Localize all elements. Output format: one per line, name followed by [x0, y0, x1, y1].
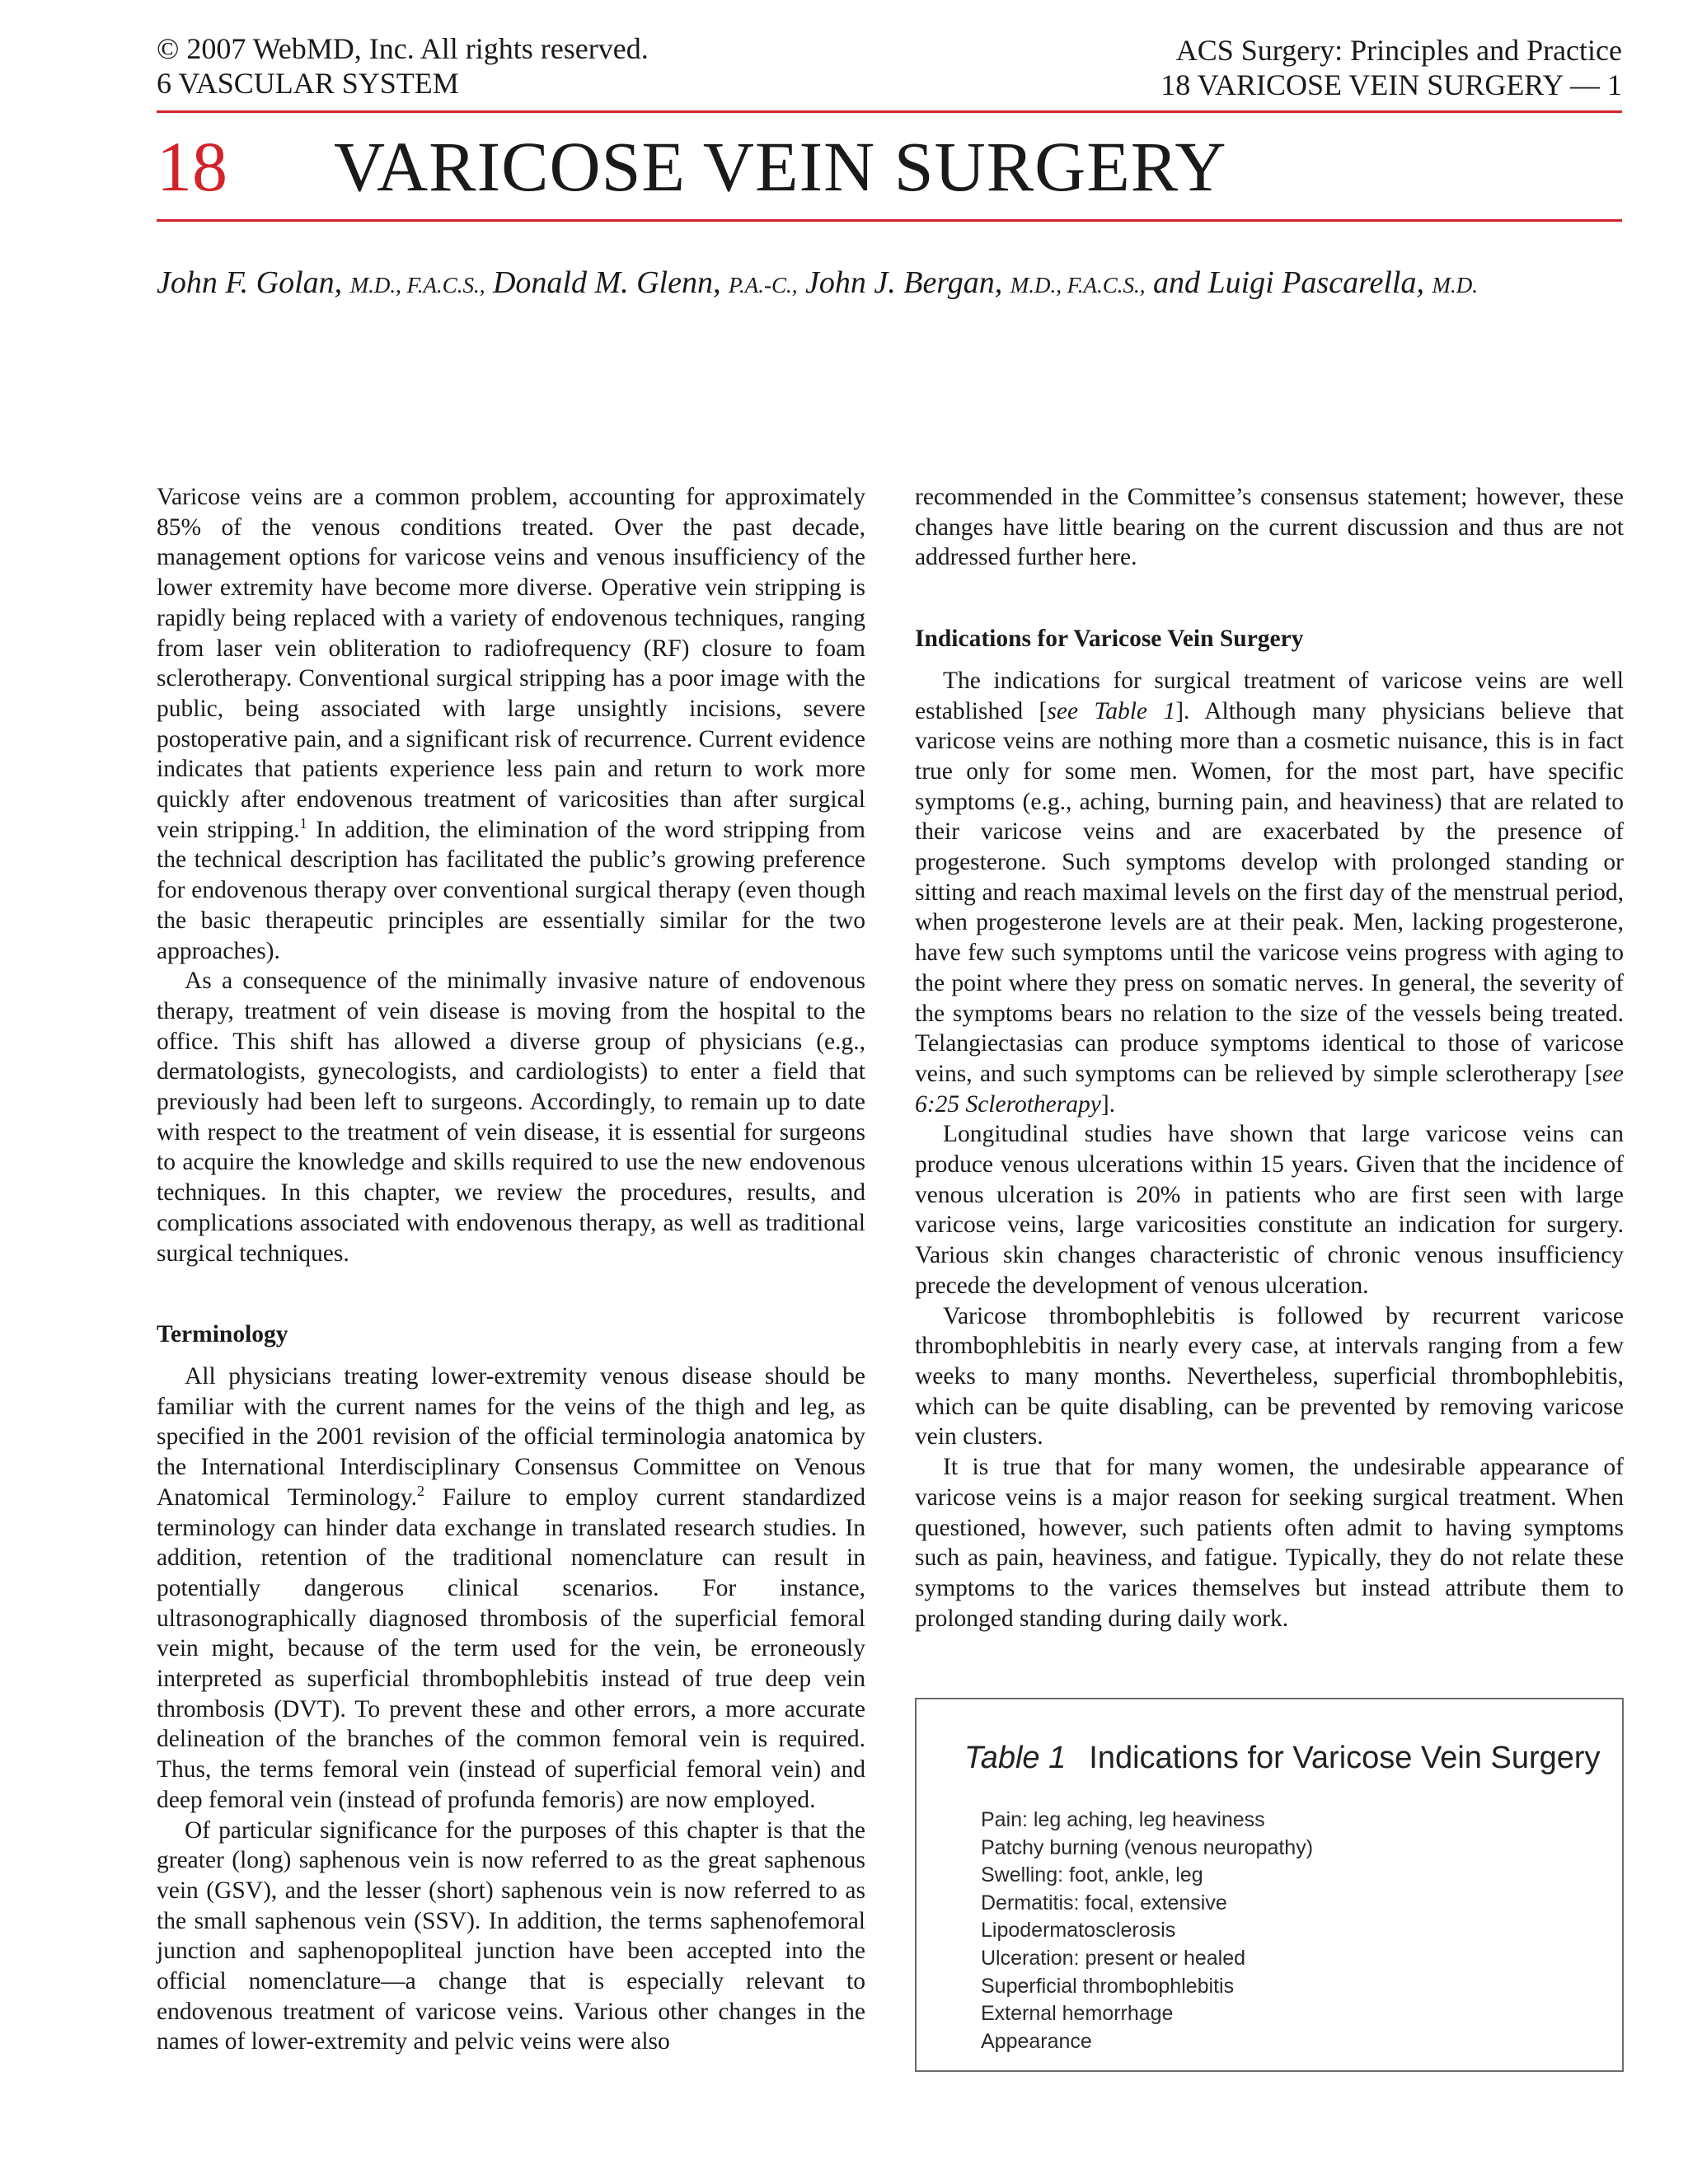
book-title: ACS Surgery: Principles and Practice [1175, 34, 1622, 67]
copyright-line: © 2007 WebMD, Inc. All rights reserved. [157, 32, 649, 65]
cross-reference-chapter[interactable]: see 6:25 Sclerotherapy [915, 1060, 1624, 1118]
chapter-number: 18 [157, 127, 227, 206]
running-header-left [157, 31, 649, 101]
list-item: Patchy burning (venous neuropathy) [981, 1835, 1314, 1859]
list-item: Dermatitis: focal, extensive [981, 1891, 1227, 1915]
author-name: John J. Bergan, [805, 265, 1003, 300]
running-header-right [1160, 33, 1622, 102]
list-item: Superficial thrombophlebitis [981, 1974, 1235, 1998]
list-item: Swelling: foot, ankle, leg [981, 1863, 1203, 1887]
header-rule-top [157, 110, 1622, 113]
author-name: Donald M. Glenn, [492, 265, 721, 300]
heading-terminology: Terminology [157, 1321, 288, 1348]
paragraph-indications: The indications for surgical treatment of varicose veins are well established [see Table 1]. Although many physicians believe that varicose veins are nothing more than a cosmetic nuisance, this is in fact true only for some men. Women, for the most part, have specific symptoms (e.g., aching, burning pain, and heaviness) that are related to their varicose veins and are exacerbated by the presence of progesterone. Such symptoms develop with prolonged standing or sitting and reach maximal levels on the first day of the menstrual period, when progesterone levels are at their peak. Men, lacking progesterone, have few such symptoms until the varicose veins progress with aging to the point where they press on somatic nerves. In general, the severity of the symptoms bears no relation to the size of the vessels being treated. Telangiectasias can produce symptoms identical to those of varicose veins, and such symptoms can be relieved by simple sclerotherapy [see 6:25 Sclerotherapy]. [915, 667, 1625, 1118]
body-column-left [157, 482, 865, 2057]
reference-2: 2 [417, 1482, 424, 1499]
table-label: Table 1 [964, 1741, 1067, 1775]
header-rule-bottom [157, 219, 1622, 222]
author-list [157, 262, 1478, 306]
author-credentials: P.A.-C., [728, 273, 798, 298]
list-item: Appearance [981, 2029, 1092, 2053]
paragraph-minimally-invasive: As a consequence of the minimally invasive nature of endovenous therapy, treatment of vein disease is moving from the hospital to the office. This shift has allowed a diverse group of physicians (e.g., dermatologists, gynecologists, and cardiologists) to enter a field that previously had been left to surgeons. Accordingly, to remain up to date with respect to the treatment of vein disease, it is essential for surgeons to acquire the knowledge and skills required to use the new endovenous techniques. In this chapter, we review the procedures, results, and complications associated with endovenous therapy, as well as traditional surgical techniques. [157, 968, 865, 1267]
paragraph-consensus-continued: recommended in the Committee’s consensus statement; however, these changes have little bearing on the current discussion and thus are not addressed further here. [915, 484, 1624, 571]
running-head: 18 VARICOSE VEIN SURGERY — 1 [1160, 68, 1622, 101]
cross-reference-table[interactable]: see Table 1 [1047, 697, 1176, 724]
list-item: External hemorrhage [981, 2002, 1174, 2026]
body-column-right [915, 482, 1624, 1633]
author-name: and Luigi Pascarella, [1152, 265, 1424, 300]
indication-list [981, 1807, 1313, 2055]
reference-1: 1 [299, 814, 307, 832]
list-item: Ulceration: present or healed [981, 1946, 1246, 1970]
list-item: Pain: leg aching, leg heaviness [981, 1808, 1265, 1831]
table-1 [915, 1698, 1624, 2072]
heading-indications: Indications for Varicose Vein Surgery [915, 626, 1304, 653]
author-credentials: M.D. [1432, 273, 1478, 298]
paragraph-intro: Varicose veins are a common problem, accounting for approximately 85% of the venous conditions treated. Over the past decade, management options for varicose veins and venous insufficiency of the lower extremity have become more diverse. Operative vein stripping is rapidly being replaced with a variety of endovenous techniques, ranging from laser vein obliteration to radiofrequency (RF) closure to foam sclerotherapy. Conventional surgical stripping has a poor image with the public, being associated with large unsightly incisions, severe postoperative pain, and a significant risk of recurrence. Current evidence indicates that patients experience less pain and return to work more quickly after endovenous treatment of varicosities than after surgical vein stripping.$^1$ In addition, the elimination of the word stripping from the technical description has facilitated the public’s growing preference for endovenous therapy over conventional surgical therapy (even though the basic therapeutic principles are essentially similar for the two approaches). [157, 484, 865, 964]
author-credentials: M.D., F.A.C.S., [349, 273, 485, 298]
table-title: Indications for Varicose Vein Surgery [1089, 1741, 1601, 1775]
paragraph-longitudinal-studies: Longitudinal studies have shown that large varicose veins can produce venous ulcerations within 15 years. Given that the incidence of venous ulceration is 20% in patients who are first seen with large varicose veins, large varicosities constitute an indication for surgery. Various skin changes characteristic of chronic venous insufficiency precede the development of venous ulceration. [915, 1121, 1624, 1299]
table-caption [964, 1739, 1601, 1777]
author-credentials: M.D., F.A.C.S., [1010, 273, 1146, 298]
paragraph-thrombophlebitis: Varicose thrombophlebitis is followed by recurrent varicose thrombophlebitis in nearly every case, at intervals ranging from a few weeks to many months. Nevertheless, superficial thrombophlebitis, which can be quite disabling, can be prevented by removing varicose vein clusters. [915, 1302, 1624, 1451]
chapter-title: VARICOSE VEIN SURGERY [334, 127, 1227, 206]
author-name: John F. Golan, [157, 265, 343, 300]
list-item: Lipodermatosclerosis [981, 1919, 1176, 1943]
paragraph-terminology: All physicians treating lower-extremity venous disease should be familiar with the current names for the veins of the thigh and leg, as specified in the 2001 revision of the official terminologia anatomica by the International Interdisciplinary Consensus Committee on Venous Anatomical Terminology.$^2$ Failure to employ current standardized terminology can hinder data exchange in translated research studies. In addition, retention of the traditional nomenclature can result in potentially dangerous clinical scenarios. For instance, ultrasonographically diagnosed thrombosis of the superficial femoral vein might, because of the term used for the vein, be erroneously interpreted as superficial thrombophlebitis instead of true deep vein thrombosis (DVT). To prevent these and other errors, a more accurate delineation of the branches of the common femoral vein is required. Thus, the terms femoral vein (instead of superficial femoral vein) and deep femoral vein (instead of profunda femoris) are now employed. [157, 1362, 866, 1813]
paragraph-saphenous-names: Of particular significance for the purposes of this chapter is that the greater (long) saphenous vein is now referred to as the great saphenous vein (GSV), and the lesser (short) saphenous vein is now referred to as the small saphenous vein (SSV). In addition, the terms saphenofemoral junction and saphenopopliteal junction have been accepted into the official nomenclature—a change that is especially relevant to endovenous treatment of varicose veins. Various other changes in the names of lower-extremity and pelvic veins were also [157, 1816, 865, 2055]
section-line: 6 VASCULAR SYSTEM [157, 67, 459, 100]
paragraph-appearance: It is true that for many women, the undesirable appearance of varicose veins is a major reason for seeking surgical treatment. When questioned, however, such patients often admit to having symptoms such as pain, heaviness, and fatigue. Typically, they do not relate these symptoms to the varices themselves but instead attribute them to prolonged standing during daily work. [915, 1454, 1624, 1632]
